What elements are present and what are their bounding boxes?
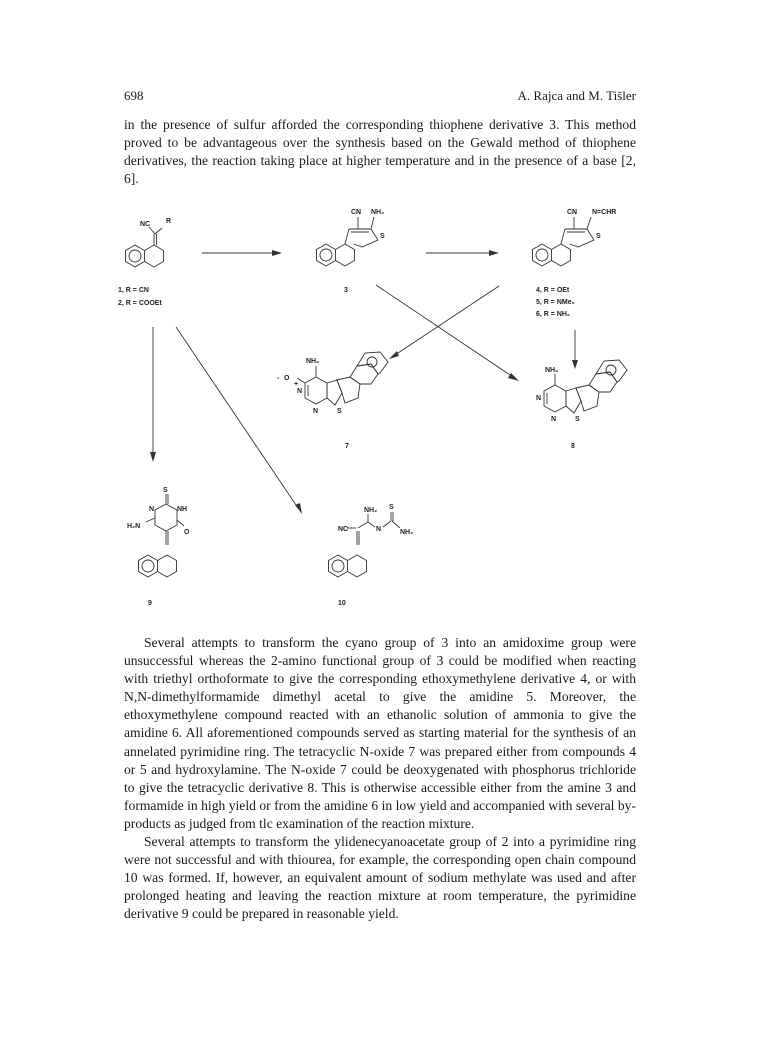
body-paragraph-1: Several attempts to transform the cyano group of 3 into an amidoxime group were unsuccessful whereas the 2-amino functional group of 3 could be modified when reacting with triethyl orthoformate to give the corresponding ethoxymethylene derivative 4, or with N,N-dimethylformamide dimethyl acetal to give the amidine 5. Moreover, the ethoxymethylene compound reacted with an ethanolic solution of ammonia to give the amidine 6. All aforementioned compounds served as starting material for the synthesis of an annelated pyrimidine ring. The tetracyclic N-oxide 7 was prepared either from compounds 4 or 5 and hydroxylamine. The N-oxide 7 could be deoxygenated with phosphorus trichloride to give the tetracyclic derivative 8. This is otherwise accessible either from the amine 3 and formamide in high yield or from the amidine 6 in low yield and accompanied with several by-products as judged from tlc examination of the reaction mixture. [124, 635, 636, 831]
c7-o: O [284, 375, 290, 382]
c1-nc: NC [140, 221, 151, 228]
c10-s: S [389, 504, 394, 511]
c4-s: S [596, 233, 601, 240]
c7-plus: + [294, 381, 299, 388]
label-compound-7: 7 [345, 443, 349, 450]
c8-n1: N [536, 395, 542, 402]
arrow-3-to-8 [376, 285, 519, 381]
c7-nh2: NH₂ [306, 358, 320, 365]
label-compound-10: 10 [338, 600, 346, 607]
c7-minus: - [277, 375, 280, 382]
c8-nh2: NH₂ [545, 367, 559, 374]
c1-r: R [166, 218, 172, 225]
c10-n: N [376, 526, 382, 533]
c7-n1: N [297, 388, 303, 395]
label-compound-8: 8 [571, 443, 575, 450]
c3-s: S [380, 233, 385, 240]
c3-cn: CN [351, 209, 362, 216]
body-text [124, 634, 636, 924]
arrow-4-to-7 [389, 286, 499, 359]
c9-o: O [184, 529, 190, 536]
label-compound-4: 4, R = OEt [536, 287, 570, 294]
label-compound-9: 9 [148, 600, 152, 607]
compound-8-structure [536, 360, 627, 423]
arrow-2-to-10 [176, 327, 302, 514]
arrow-1-to-9 [150, 327, 156, 462]
label-compound-5: 5, R = NMe₂ [536, 299, 575, 306]
c8-s: S [575, 416, 580, 423]
compound-1-2-structure [126, 218, 172, 267]
c9-s: S [163, 487, 168, 494]
compound-7-structure [277, 352, 388, 415]
label-compound-1: 1, R = CN [118, 287, 149, 294]
label-compound-2: 2, R = COOEt [118, 300, 162, 307]
c9-nh: NH [177, 506, 188, 513]
c3-nh2: NH₂ [371, 209, 385, 216]
compound-4-6-structure [533, 209, 617, 266]
label-compound-6: 6, R = NH₂ [536, 311, 571, 318]
arrow-1-to-3 [202, 250, 282, 256]
c10-nh2: NH₂ [364, 507, 378, 514]
c7-s: S [337, 408, 342, 415]
compound-3-structure [317, 209, 386, 266]
c9-h2n: H₂N [127, 523, 141, 530]
c10-nh2b: NH₂ [400, 529, 414, 536]
c4-nchr: N=CHR [592, 209, 617, 216]
c9-n: N [149, 506, 155, 513]
c4-cn: CN [567, 209, 578, 216]
page-number: 698 [124, 88, 144, 103]
running-head-authors: A. Rajca and M. Tišler [517, 88, 636, 103]
compound-9-structure [127, 487, 190, 577]
arrow-3-to-4 [426, 250, 499, 256]
intro-text: in the presence of sulfur afforded the corresponding thiophene derivative 3. This method proved to be advantageous over the synthesis based on the Gewald method of thiophene derivatives, the reaction taking place at higher temperature and in the presence of a base [2, 6]. [124, 117, 636, 187]
c7-n2: N [313, 408, 319, 415]
arrow-4-to-8 [572, 330, 578, 369]
label-compound-3: 3 [344, 287, 348, 294]
body-paragraph-2: Several attempts to transform the ylidenecyanoacetate group of 2 into a pyrimidine ring were not successful and with thiourea, for example, the corresponding open chain compound 10 was formed. If, however, an equivalent amount of sodium methylate was used and after prolonged heating and leaving the reaction mixture at room temperature, the pyrimidine derivative 9 could be prepared in reasonable yield. [124, 834, 636, 922]
compound-10-structure [329, 504, 414, 577]
c10-nc: NC [338, 526, 349, 533]
c8-n2: N [551, 416, 557, 423]
